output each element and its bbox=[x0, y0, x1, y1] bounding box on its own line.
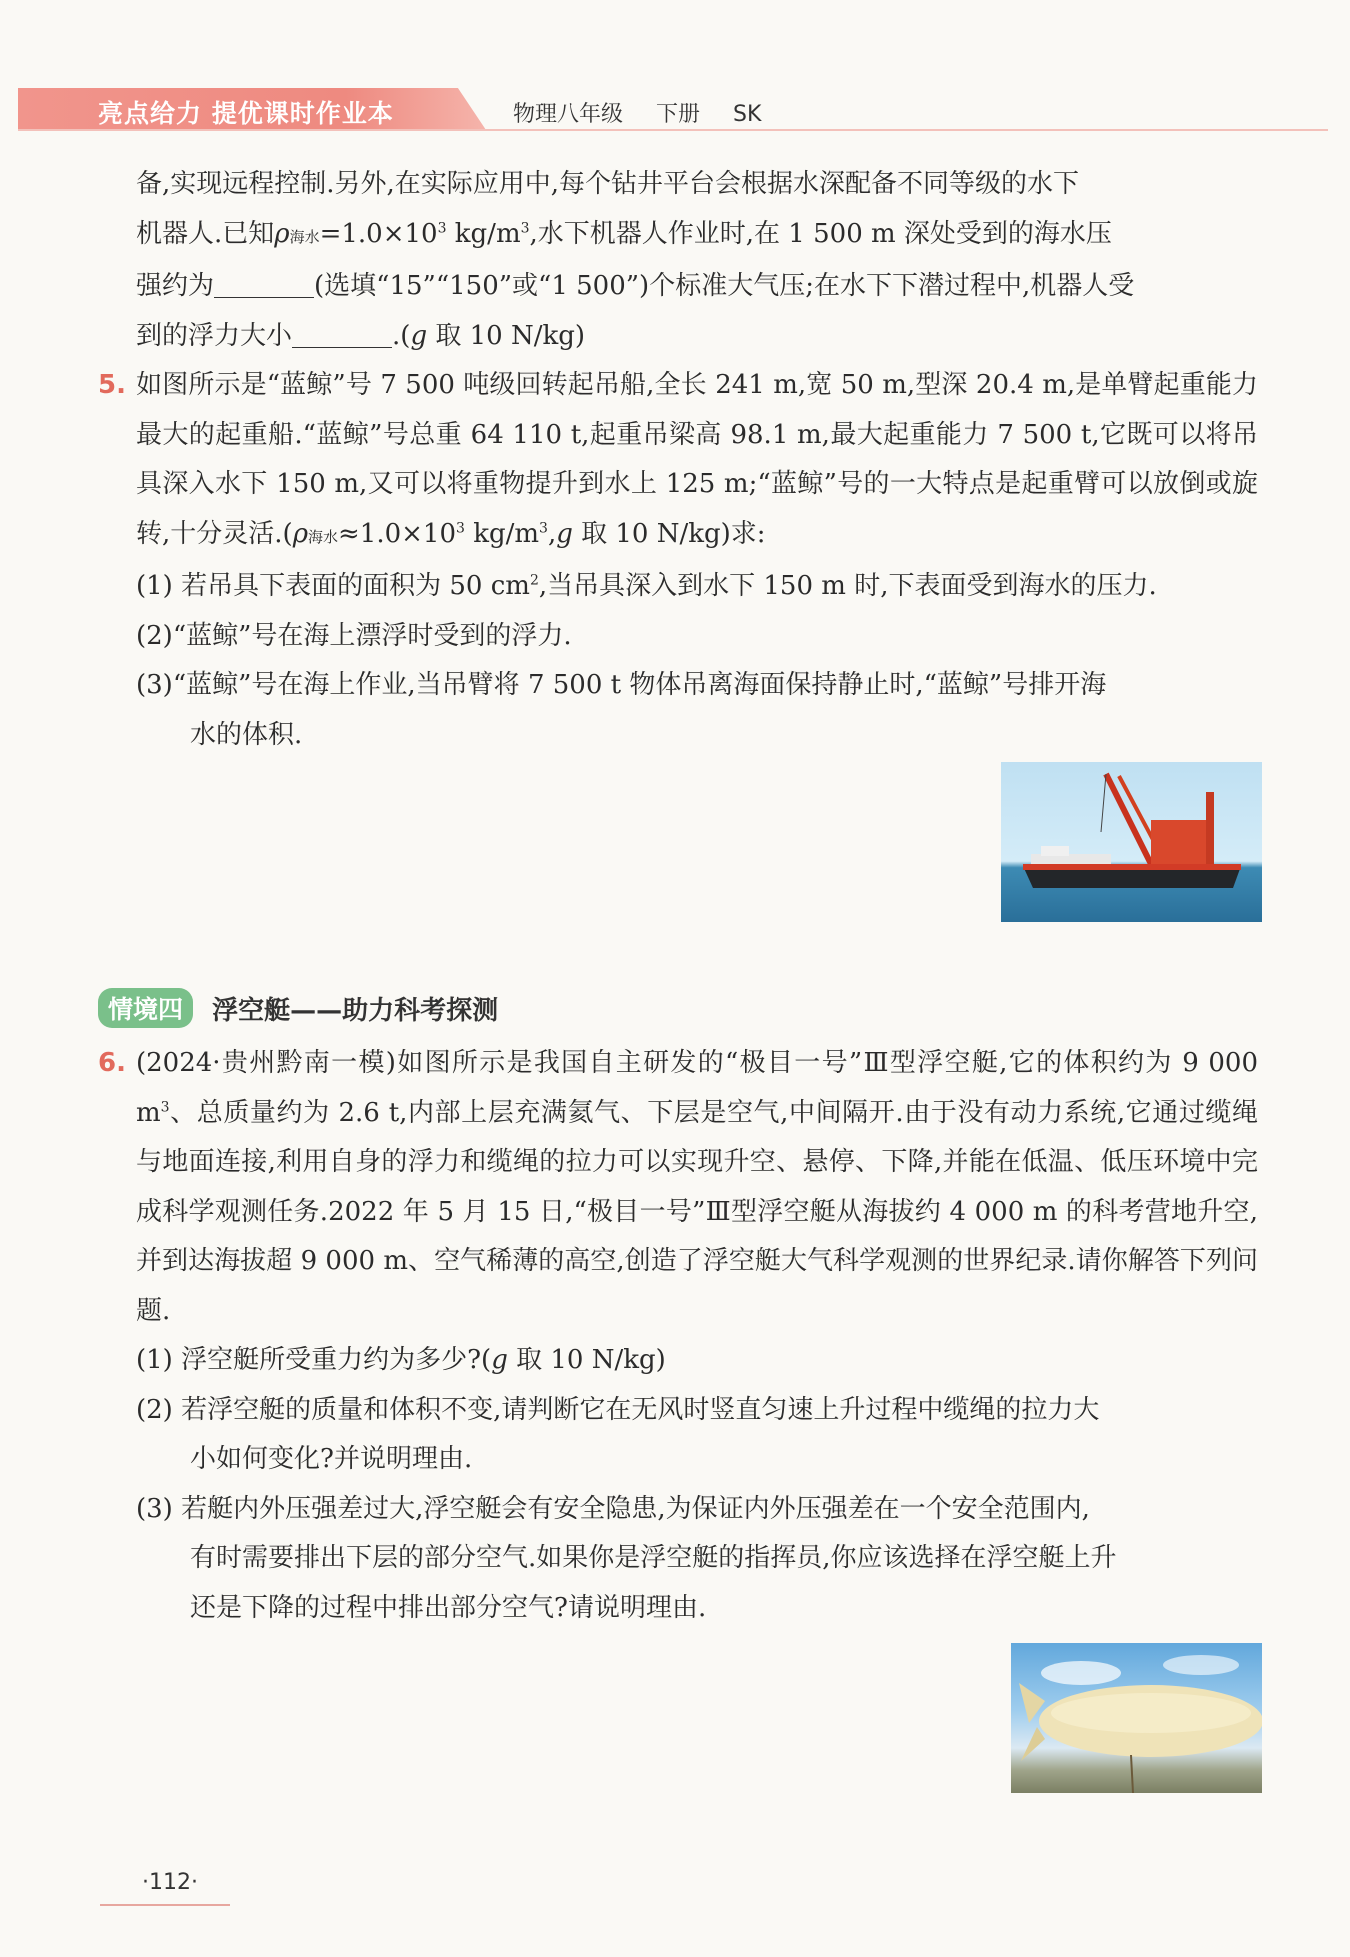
subject-label: 物理八年级 bbox=[513, 102, 624, 127]
section-tag: 情境四 bbox=[98, 988, 193, 1028]
page-header bbox=[18, 88, 1328, 130]
q4-line-4: 到的浮力大小 .(g 取 10 N/kg) bbox=[136, 320, 586, 351]
q6-number: 6. bbox=[98, 1048, 126, 1078]
q5-stem: 5. 如图所示是“蓝鲸”号 7 500 吨级回转起吊船,全长 241 m,宽 50 m,型深 20.4 m,是单臂起重能力最大的起重船.“蓝鲸”号总重 64 110 t,起重吊梁高 98.1 m,最大起重能力 7 500 t,它既可以将吊具深入水下 150 m,又可以将重物提升到水上 125 m;“蓝鲸”号的一大特点是起重臂可以放倒或旋转,十分灵活.(ρ海水$\approx 1.0\times 10^3$ $kg/m^3,g$ 取 10 N/kg)求: bbox=[98, 361, 1258, 562]
q4-line-1: 备,实现远程控制.另外,在实际应用中,每个钻井平台会根据水深配备不同等级的水下 bbox=[136, 169, 1080, 199]
q6-sub-3: (3) 若艇内外压强差过大,浮空艇会有安全隐患,为保证内外压强差在一个安全范围内, bbox=[136, 1493, 1090, 1524]
answer-blank-2[interactable] bbox=[292, 319, 392, 348]
q6-stem: 6. (2024·贵州黔南一模)如图所示是我国自主研发的“极目一号”Ⅲ型浮空艇,它的体积约为 9 000 $m^3$、总质量约为 2.6 t,内部上层充满氦气、下层是空气,中间隔开.由于没有动力系统,它通过缆绳与地面连接,利用自身的浮力和缆绳的拉力可以实现升空、悬停、下降,并能在低温、低压环境中完成科学观测任务.2022 年 5 月 15 日,“极目一号”Ⅲ型浮空艇从海拔约 4 000 m 的科考营地升空,并到达海拔超 9 000 m、空气稀薄的高空,创造了浮空艇大气科学观测的世界纪录.请你解答下列问题. bbox=[98, 1039, 1258, 1336]
q5-sub-3: (3)“蓝鲸”号在海上作业,当吊臂将 7 500 t 物体吊离海面保持静止时,“蓝鲸”号排开海 bbox=[136, 670, 1107, 700]
airship-illustration bbox=[1011, 1643, 1262, 1793]
q6-sub-2: (2) 若浮空艇的质量和体积不变,请判断它在无风时竖直匀速上升过程中缆绳的拉力大 bbox=[136, 1394, 1100, 1425]
q5-number: 5. bbox=[98, 370, 126, 400]
q5-sub-2: (2)“蓝鲸”号在海上漂浮时受到的浮力. bbox=[136, 620, 572, 651]
page-number-block bbox=[100, 1866, 230, 1906]
main-content-top bbox=[98, 160, 1258, 760]
q6-sub-1: (1) 浮空艇所受重力约为多少?(g 取 10 N/kg) bbox=[136, 1345, 666, 1375]
page-number: ·112· bbox=[142, 1870, 198, 1895]
q5-sub-1: (1) 若吊具下表面的面积为 50 $cm^2$,当吊具深入到水下 150 m 时,下表面受到海水的压力. bbox=[136, 571, 1157, 601]
section-title: 浮空艇——助力科考探测 bbox=[212, 995, 499, 1026]
volume-label: 下册 bbox=[656, 102, 701, 127]
q6-sub-2-cont: 小如何变化?并说明理由. bbox=[190, 1444, 473, 1474]
q4-line-2: 机器人.已知ρ海水$=1.0\times 10^3$ $kg/m^3$,水下机器人作业时,在 1 500 m 深处受到的海水压 bbox=[136, 218, 1112, 249]
page-number-line bbox=[100, 1904, 230, 1906]
header-divider bbox=[18, 129, 1328, 131]
crane-ship-photo bbox=[1001, 762, 1262, 922]
series-title: 亮点给力 提优课时作业本 bbox=[98, 99, 394, 128]
airship-photo bbox=[1011, 1643, 1262, 1793]
section-4-heading bbox=[98, 988, 498, 1028]
book-info bbox=[513, 97, 787, 128]
q6-sub-3-cont-2: 还是下降的过程中排出部分空气?请说明理由. bbox=[190, 1592, 707, 1623]
q4-line-3: 强约为 (选填“15”“150”或“1 500”)个标准大气压;在水下下潜过程中,机器人受 bbox=[136, 271, 1135, 301]
answer-blank-1[interactable] bbox=[214, 269, 314, 298]
edition-label: SK bbox=[733, 102, 762, 127]
q6-sub-3-cont-1: 有时需要排出下层的部分空气.如果你是浮空艇的指挥员,你应该选择在浮空艇上升 bbox=[190, 1543, 1117, 1573]
q5-sub-3-cont: 水的体积. bbox=[190, 719, 303, 750]
crane-ship-illustration bbox=[1001, 762, 1262, 922]
main-content-bottom bbox=[98, 1039, 1258, 1633]
